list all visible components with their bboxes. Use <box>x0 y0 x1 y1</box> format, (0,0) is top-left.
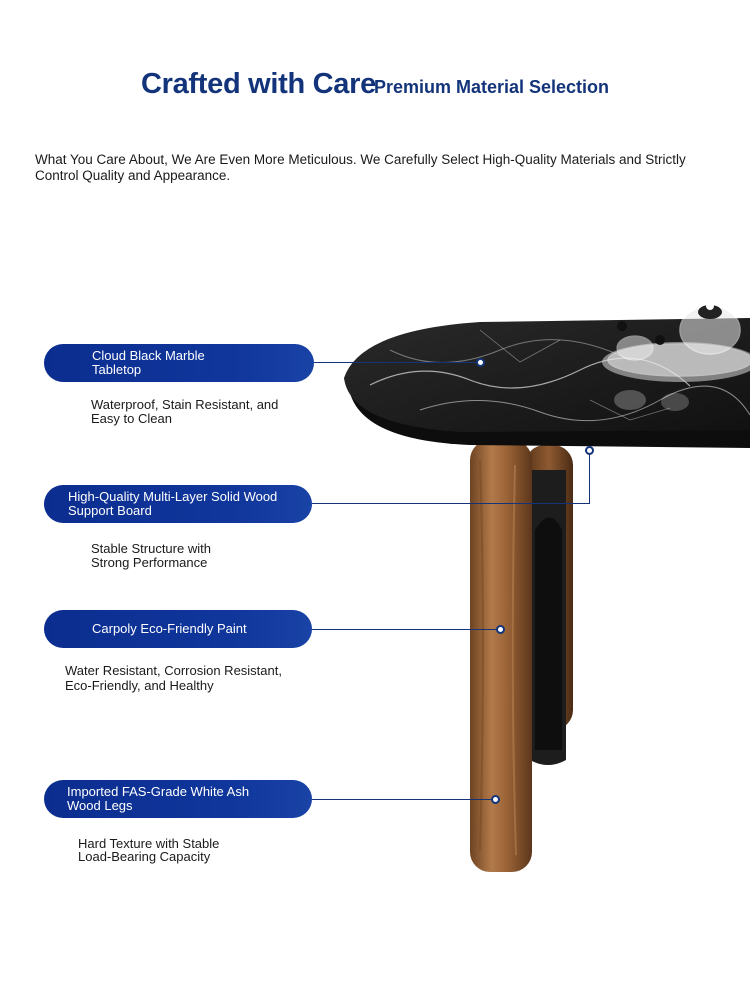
feature-description: Hard Texture with Stable Load-Bearing Capacity <box>78 836 220 864</box>
hotspot-marker <box>491 795 500 804</box>
hotspot-marker <box>496 625 505 634</box>
feature-description: Waterproof, Stain Resistant, and Easy to Clean <box>91 397 279 426</box>
connector-line <box>314 362 481 363</box>
hotspot-marker <box>476 358 485 367</box>
intro-text: What You Care About, We Are Even More Meticulous. We Carefully Select High-Quality Materials and Strictly Control Quality and Appearance. <box>35 152 686 183</box>
feature-label: High-Quality Multi-Layer Solid Wood Support Board <box>68 489 278 518</box>
header <box>0 68 750 101</box>
feature-label: Imported FAS-Grade White Ash Wood Legs <box>67 784 250 813</box>
coffee-table-illustration <box>330 290 750 890</box>
front-leg <box>470 440 532 872</box>
connector-line <box>312 503 590 504</box>
feature-pill-ash-wood-legs <box>44 780 312 818</box>
feature-label: Carpoly Eco-Friendly Paint <box>92 621 247 636</box>
page-subtitle: Premium Material Selection <box>373 77 610 97</box>
connector-line <box>312 629 501 630</box>
feature-description: Stable Structure with Strong Performance <box>91 541 211 570</box>
back-legs <box>525 445 573 765</box>
feature-pill-marble-tabletop <box>44 344 314 382</box>
feature-description: Water Resistant, Corrosion Resistant, Eco-Friendly, and Healthy <box>65 663 282 693</box>
feature-pill-support-board <box>44 485 312 523</box>
hotspot-marker <box>585 446 594 455</box>
feature-label: Cloud Black Marble Tabletop <box>92 348 205 377</box>
connector-line-vertical <box>589 452 590 504</box>
feature-pill-eco-paint <box>44 610 312 648</box>
page-title: Crafted with Care <box>140 68 376 100</box>
connector-line <box>312 799 496 800</box>
